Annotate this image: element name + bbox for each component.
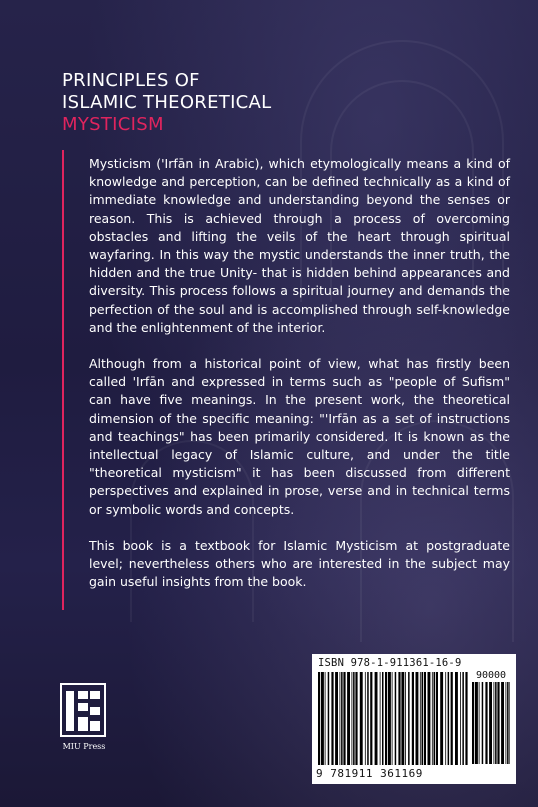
- book-title: [62, 70, 271, 136]
- miu-press-logo-icon: [60, 683, 106, 737]
- barcode-bar: [422, 672, 424, 765]
- barcode-bar: [482, 682, 484, 764]
- barcode-bar: [445, 672, 446, 765]
- barcode-bar: [434, 672, 436, 765]
- barcode-bar: [352, 672, 353, 765]
- blurb-paragraph-1: Mysticism ('Irfān in Arabic), which etymologically means a kind of knowledge and perception, can be defined technically as a kind of immediate knowledge and understanding beyond the senses or reason. This is achieved through a process of overcoming obstacles and lifting the veils of the heart through spiritual wayfaring. In this way the mystic understands the inner truth, the hidden and the true Unity- that is hidden behind appearances and diversity. This process follows a spiritual journey and demands the perfection of the soul and is accomplished through self-knowledge and the enlightenment of the interior.: [89, 156, 510, 335]
- barcode-bar: [405, 672, 406, 765]
- barcode-bar: [385, 672, 387, 765]
- barcode-bar: [321, 672, 324, 765]
- barcode-bar: [479, 682, 480, 764]
- title-line-2: ISLAMIC THEORETICAL: [62, 92, 272, 113]
- barcode-bar: [428, 672, 431, 765]
- barcode-bar: [365, 672, 366, 765]
- barcode-bar: [485, 682, 487, 764]
- barcode-bar: [489, 682, 492, 764]
- barcode-bar: [412, 672, 414, 765]
- barcode-bar: [340, 672, 341, 765]
- barcode-main: [318, 672, 468, 765]
- blurb-text: [89, 155, 510, 609]
- barcode-addon-digits: 90000: [475, 670, 507, 681]
- barcode-digits: 9 781911 361169: [316, 767, 423, 780]
- isbn-barcode-box: [312, 654, 516, 784]
- barcode-bar: [455, 672, 458, 765]
- barcode-bar: [497, 682, 499, 764]
- barcode-bar: [448, 672, 450, 765]
- barcode-bar: [436, 672, 438, 765]
- accent-vertical-bar: [62, 150, 64, 610]
- barcode-bar: [401, 672, 404, 765]
- barcode-bar: [382, 672, 384, 765]
- barcode-bar: [398, 672, 400, 765]
- barcode-bar: [506, 682, 507, 764]
- publisher-name: MIU Press: [62, 742, 106, 751]
- barcode-bar: [395, 672, 397, 765]
- barcode-bar: [325, 672, 326, 765]
- barcode-bar: [509, 682, 510, 764]
- title-line-1: PRINCIPLES OF: [62, 70, 200, 91]
- title-line-3: MYSTICISM: [62, 114, 164, 135]
- barcode-bar: [408, 672, 410, 765]
- barcode-bar: [495, 682, 497, 764]
- barcode-bar: [328, 672, 330, 765]
- barcode-bar: [392, 672, 393, 765]
- barcode-addon: [472, 682, 510, 764]
- barcode-bar: [507, 682, 509, 764]
- barcode-bar: [465, 672, 467, 765]
- isbn-label: ISBN 978-1-911361-16-9: [318, 657, 462, 669]
- barcode-bar: [318, 672, 320, 765]
- barcode-bar: [451, 672, 453, 765]
- barcode-bar: [331, 672, 333, 765]
- barcode-bar: [380, 672, 381, 765]
- barcode-bar: [494, 682, 495, 764]
- barcode-bar: [388, 672, 391, 765]
- barcode-bar: [370, 672, 372, 765]
- barcode-bar: [462, 672, 464, 765]
- barcode-bar: [472, 682, 474, 764]
- barcode-bar: [440, 672, 443, 765]
- barcode-bar: [375, 672, 378, 765]
- barcode-bar: [460, 672, 461, 765]
- barcode-bar: [347, 672, 350, 765]
- barcode-bar: [432, 672, 433, 765]
- barcode-bar: [343, 672, 345, 765]
- barcode-bar: [420, 672, 421, 765]
- blurb-paragraph-2: Although from a historical point of view, what has firstly been called 'Irfān and expressed in terms such as "people of Sufism" can have five meanings. In the present work, the theoretical dimension of the specific meaning: "'Irfān as a set of instructions and teachings" has been primarily considered. It is known as the intellectual legacy of Islamic culture, and under the title "theoretical mysticism" it has been discussed from different perspectives and explained in prose, verse and in technical terms or symbolic words and concepts.: [89, 356, 510, 517]
- barcode-bar: [416, 672, 419, 765]
- barcode-bar: [335, 672, 338, 765]
- barcode-bar: [353, 672, 355, 765]
- barcode-bar: [367, 672, 369, 765]
- barcode-bar: [355, 672, 357, 765]
- barcode-bar: [501, 682, 504, 764]
- barcode-bar: [341, 672, 343, 765]
- barcode-bar: [475, 682, 478, 764]
- barcode-bar: [424, 672, 426, 765]
- blurb-paragraph-3: This book is a textbook for Islamic Mysticism at postgraduate level; nevertheless others who are interested in the subject may gain useful insights from the book.: [89, 537, 510, 590]
- barcode-bar: [360, 672, 363, 765]
